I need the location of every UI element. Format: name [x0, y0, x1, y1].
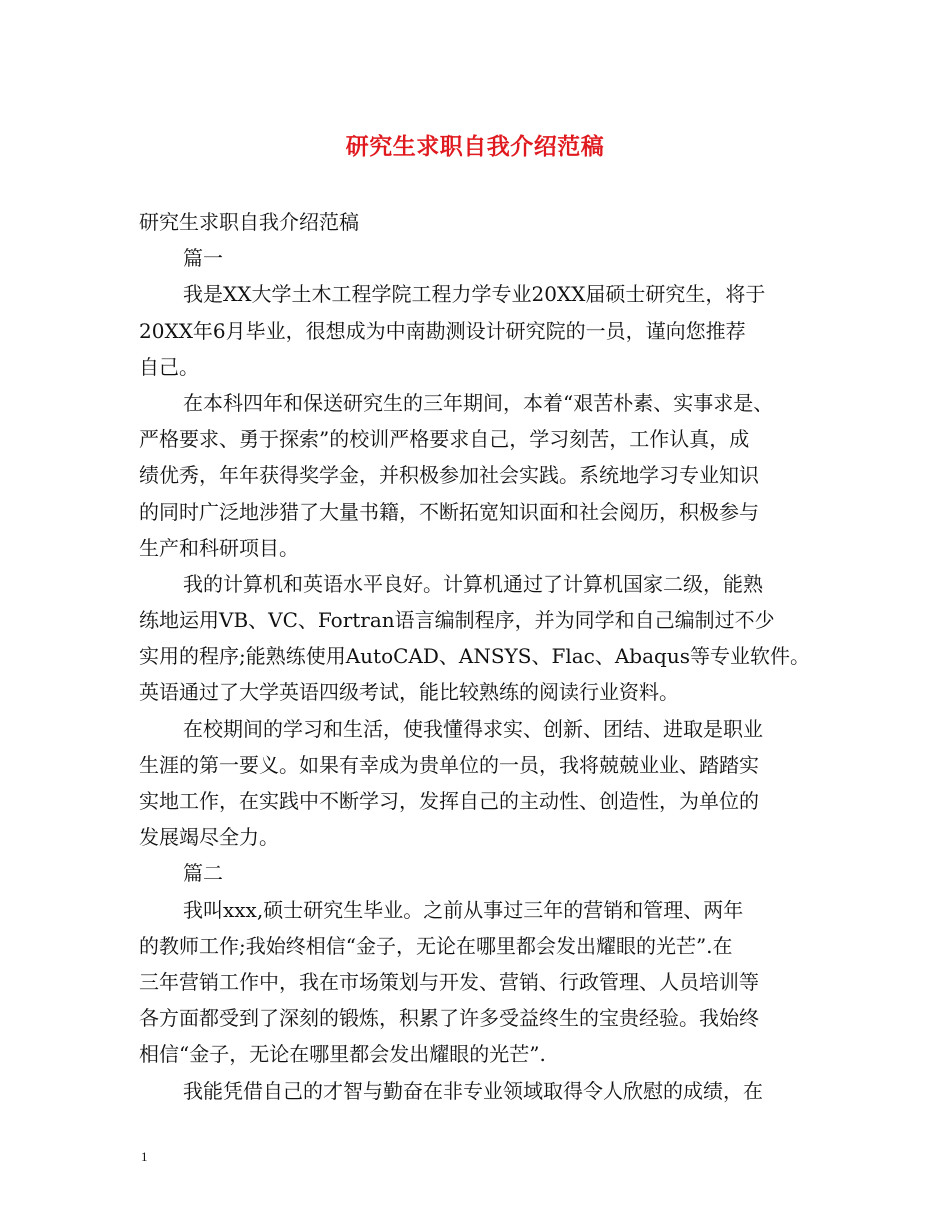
paragraph-line: 我能凭借自己的才智与勤奋在非专业领域取得令人欣慰的成绩，在 [183, 1078, 763, 1103]
paragraph-line: 我的计算机和英语水平良好。计算机通过了计算机国家二级，能熟 [183, 571, 763, 596]
document-title: 研究生求职自我介绍范稿 [345, 133, 605, 160]
section-heading-2: 篇二 [183, 861, 223, 886]
document-body [139, 204, 819, 1109]
paragraph-line: 生涯的第一要义。如果有幸成为贵单位的一员，我将兢兢业业、踏踏实 [139, 752, 759, 777]
paragraph-line: 相信“金子，无论在哪里都会发出耀眼的光芒”. [139, 1042, 546, 1067]
paragraph-line: 三年营销工作中，我在市场策划与开发、营销、行政管理、人员培训等 [139, 969, 759, 994]
page-number: 1 [141, 1149, 148, 1164]
paragraph-line: 各方面都受到了深刻的锻炼，积累了许多受益终生的宝贵经验。我始终 [139, 1006, 759, 1031]
paragraph-line: 20XX年6月毕业，很想成为中南勘测设计研究院的一员，谨向您推荐 [139, 318, 746, 343]
paragraph-line: 的教师工作;我始终相信“金子，无论在哪里都会发出耀眼的光芒”.在 [139, 933, 733, 958]
paragraph-line: 在校期间的学习和生活，使我懂得求实、创新、团结、进取是职业 [183, 716, 763, 741]
paragraph-line: 生产和科研项目。 [139, 535, 299, 560]
paragraph-line: 实用的程序;能熟练使用AutoCAD、ANSYS、Flac、Abaqus等专业软件。 [139, 644, 810, 669]
paragraph-line: 我是XX大学土木工程学院工程力学专业20XX届硕士研究生，将于 [183, 282, 766, 307]
paragraph-line: 绩优秀，年年获得奖学金，并积极参加社会实践。系统地学习专业知识 [139, 463, 759, 488]
paragraph-line: 实地工作，在实践中不断学习，发挥自己的主动性、创造性，为单位的 [139, 789, 759, 813]
paragraph-line: 自己。 [139, 354, 199, 379]
paragraph-line: 在本科四年和保送研究生的三年期间，本着“艰苦朴素、实事求是、 [183, 390, 774, 415]
subtitle-line: 研究生求职自我介绍范稿 [139, 210, 359, 234]
section-heading-1: 篇一 [183, 246, 223, 271]
paragraph-line: 的同时广泛地涉猎了大量书籍，不断拓宽知识面和社会阅历，积极参与 [139, 499, 759, 524]
paragraph-line: 练地运用VB、VC、Fortran语言编制程序，并为同学和自己编制过不少 [139, 608, 775, 633]
paragraph-line: 我叫xxx,硕士研究生毕业。之前从事过三年的营销和管理、两年 [183, 897, 744, 922]
paragraph-line: 严格要求、勇于探索”的校训严格要求自己，学习刻苦，工作认真，成 [139, 427, 750, 452]
paragraph-line: 英语通过了大学英语四级考试，能比较熟练的阅读行业资料。 [139, 680, 679, 705]
paragraph-line: 发展竭尽全力。 [139, 825, 279, 850]
